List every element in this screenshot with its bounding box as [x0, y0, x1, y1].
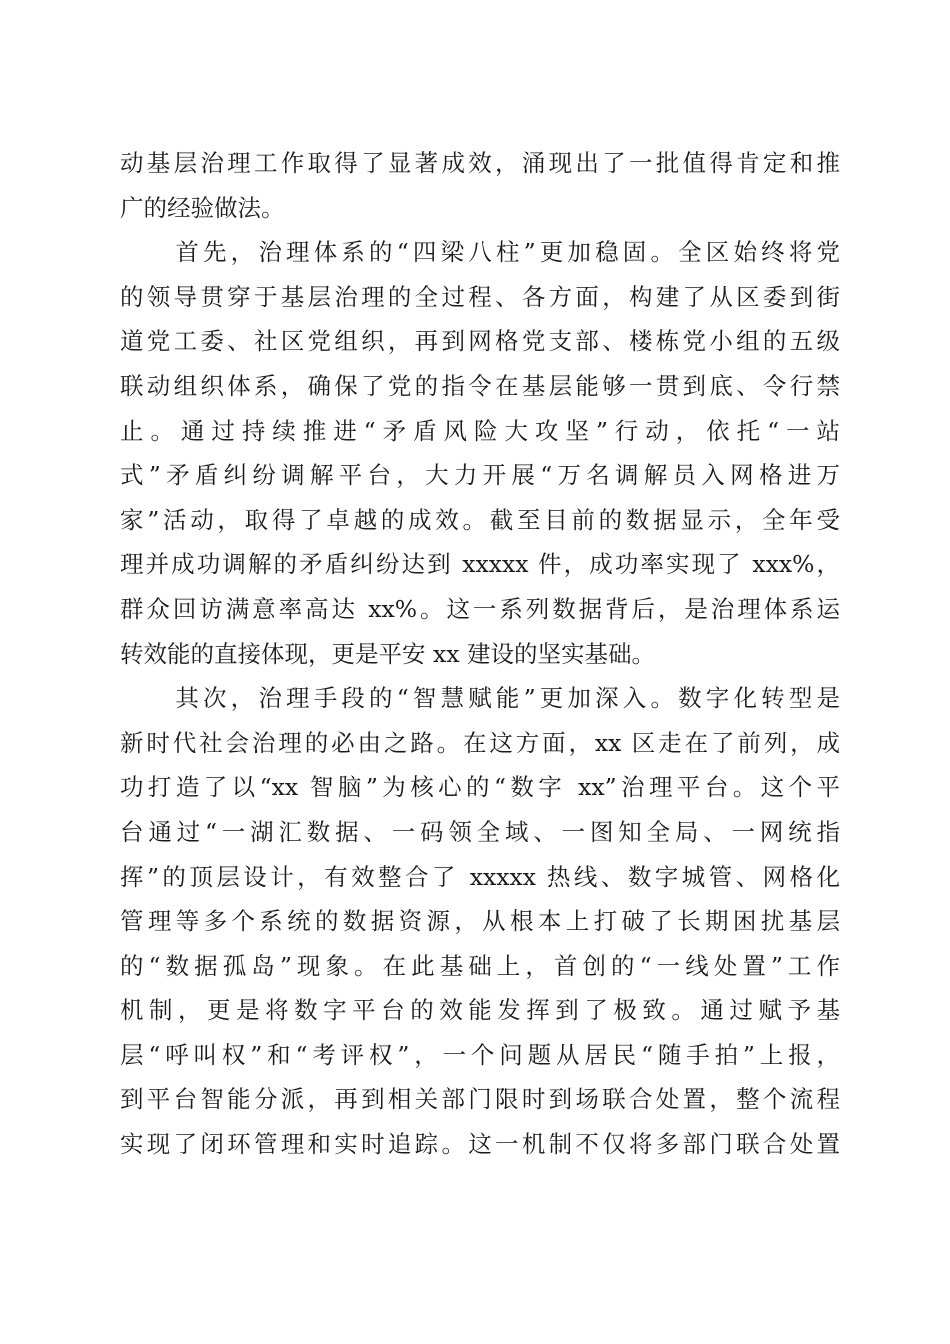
text-line: 动基层治理工作取得了显著成效，涌现出了一批值得肯定和推 — [120, 149, 840, 177]
text-line: 家”活动，取得了卓越的成效。截至目前的数据显示，全年受 — [120, 505, 840, 534]
text-line: 新时代社会治理的必由之路。在这方面，xx 区走在了前列，成 — [120, 728, 840, 757]
text-line: 理并成功调解的矛盾纠纷达到 xxxxx 件，成功率实现了 xxx%， — [120, 550, 840, 579]
text-line: 联动组织体系，确保了党的指令在基层能够一贯到底、令行禁 — [120, 371, 840, 400]
text-line: 转效能的直接体现，更是平安 xx 建设的坚实基础。 — [120, 639, 655, 668]
text-line: 的领导贯穿于基层治理的全过程、各方面，构建了从区委到街 — [120, 282, 840, 311]
text-line: 功打造了以“xx 智脑”为核心的“数字 xx”治理平台。这个平 — [120, 773, 840, 802]
text-line: 其次，治理手段的“智慧赋能”更加深入。数字化转型是 — [120, 684, 840, 713]
text-line: 道党工委、社区党组织，再到网格党支部、楼栋党小组的五级 — [120, 327, 840, 356]
text-line: 实现了闭环管理和实时追踪。这一机制不仅将多部门联合处置 — [120, 1130, 840, 1159]
text-line: 广的经验做法。 — [120, 193, 285, 222]
text-line: 管理等多个系统的数据资源，从根本上打破了长期困扰基层 — [120, 907, 840, 936]
text-line: 层“呼叫权”和“考评权”，一个问题从居民“随手拍”上报， — [120, 1040, 840, 1069]
text-line: 机制，更是将数字平台的效能发挥到了极致。通过赋予基 — [120, 996, 840, 1025]
text-line: 挥”的顶层设计，有效整合了 xxxxx 热线、数字城管、网格化 — [120, 862, 840, 891]
text-line: 的“数据孤岛”现象。在此基础上，首创的“一线处置”工作 — [120, 951, 840, 980]
text-line: 首先，治理体系的“四梁八柱”更加稳固。全区始终将党 — [120, 238, 840, 267]
text-line: 群众回访满意率高达 xx%。这一系列数据背后，是治理体系运 — [120, 594, 840, 623]
text-line: 台通过“一湖汇数据、一码领全域、一图知全局、一网统指 — [120, 817, 840, 846]
document-body — [120, 141, 840, 1167]
text-line: 止。通过持续推进“矛盾风险大攻坚”行动，依托“一站 — [120, 416, 840, 445]
text-line: 到平台智能分派，再到相关部门限时到场联合处置，整个流程 — [120, 1085, 840, 1114]
text-line: 式”矛盾纠纷调解平台，大力开展“万名调解员入网格进万 — [120, 461, 840, 490]
